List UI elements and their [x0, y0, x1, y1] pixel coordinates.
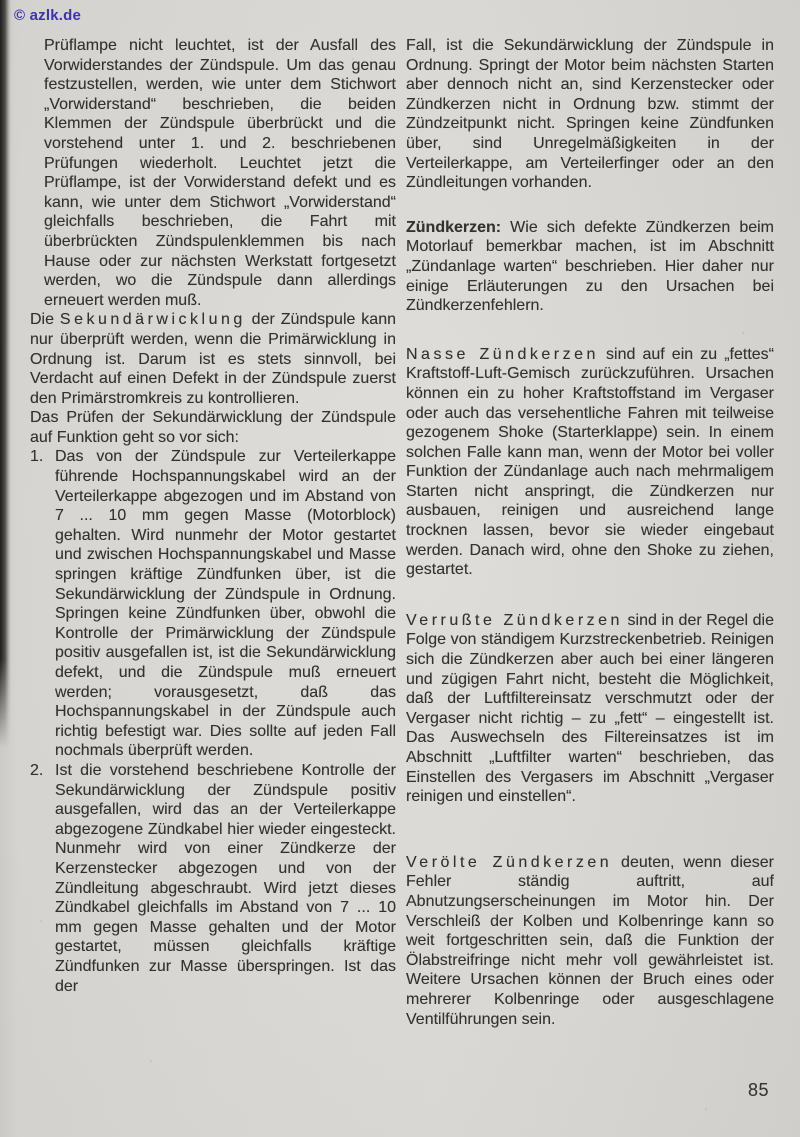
paragraph — [406, 36, 774, 193]
paragraph-text: Wie sich defekte Zündkerzen beim Motorlauf bemerkbar machen, ist im Abschnitt „Zündanlage warten“ beschrieben. Hier daher nur einige Erläuterungen zu den Ursachen bei Zündkerzenfehlern. — [406, 218, 774, 315]
item-marker: 1. — [30, 448, 44, 466]
spaced-lead: Verrußte Zündkerzen — [406, 611, 623, 629]
left-column — [30, 36, 396, 996]
paragraph — [30, 408, 396, 447]
paragraph — [406, 853, 774, 1029]
numbered-item — [30, 761, 396, 996]
spaced-lead: Verölte Zündkerzen — [406, 853, 613, 871]
paragraph-text: deuten, wenn dieser Fehler ständig auftritt, auf Abnutzungserscheinungen im Motor hin. Der Verschleiß der Kolben und Kolbenringe kann so weit fortgeschritten sein, daß die Funktion der Ölabstreifringe nicht mehr voll gewährleistet ist. Weitere Ursachen können der Bruch eines oder mehrerer Kolbenringe oder ausgeschlagene Ventilführungen sein. — [406, 853, 775, 1028]
spaced-lead: Sekundärwicklung — [59, 311, 246, 329]
numbered-item — [30, 447, 396, 761]
bold-lead: Zündkerzen: — [406, 218, 502, 236]
watermark: © azlk.de — [14, 7, 82, 24]
paragraph — [406, 218, 774, 316]
paragraph — [406, 345, 774, 580]
paragraph-text: Das von der Zündspule zur Verteilerkappe führende Hochspannungskabel wird an der Verteilerkappe abgezogen und im Abstand von 7 ... 10 mm gegen Masse (Motorblock) gehalten. Wird nunmehr der Motor gestartet und zwischen Hochspannungskabel und Masse springen kräftige Zündfunken über, ist die Sekundärwicklung der Zündspule in Ordnung. Springen keine Zündfunken über, obwohl die Kontrolle der Primärwicklung der Zündspule positiv ausgefallen ist, ist die Sekundärwicklung defekt, und die Zündspule muß erneuert werden; vorausgesetzt, daß das Hochspannungskabel in der Zündspule auch richtig befestigt war. Dies sollte auf jeden Fall nochmals überprüft werden. — [55, 448, 396, 760]
paper-speckles — [0, 0, 2, 2]
paragraph — [55, 447, 396, 761]
paragraph — [30, 36, 396, 310]
item-marker: 2. — [30, 761, 44, 779]
paragraph-text: Ist die vorstehend beschriebene Kontrolle der Sekundärwicklung der Zündspule positiv ausgefallen, wird das an der Verteilerkappe abgezogene Zündkabel hier wieder eingesteckt. Nunmehr wird von einer Zündkerze der Kerzenstecker abgezogen und von der Zündleitung abgeschraubt. Wird jetzt dieses Zündkabel gleichfalls im Abstand von 7 ... 10 mm gegen Masse gehalten und der Motor gestartet, müssen gleichfalls kräftige Zündfunken zur Masse überspringen. Ist das der — [55, 761, 396, 995]
paragraph-text: Die — [30, 311, 60, 329]
page-number: 85 — [748, 1080, 770, 1100]
paragraph-text: Prüflampe nicht leuchtet, ist der Ausfall des Vorwiderstandes der Zündspule. Um das genau festzustellen, werden, wie unter dem Stichwort „Vorwiderstand“ beschrieben, die beiden Klemmen der Zündspule überbrückt und die vorstehend unter 1. und 2. beschriebenen Prüfungen wiederholt. Leuchtet jetzt die Prüflampe, ist der Vorwiderstand defekt und es kann, wie unter dem Stichwort „Vorwiderstand“ gleichfalls beschrieben, die Fahrt mit überbrückten Zündspulenklemmen bis nach Hause oder zur nächsten Werkstatt fortgesetzt werden, wo die Zündspule dann allerdings erneuert werden muß. — [44, 37, 396, 309]
paragraph-text: Fall, ist die Sekundärwicklung der Zündspule in Ordnung. Springt der Motor beim nächsten Starten aber dennoch nicht an, sind Kerzenstecker oder Zündkerzen nicht in Ordnung bzw. stimmt der Zündzeitpunkt nicht. Springen keine Zündfunken über, sind Unregelmäßigkeiten in der Verteilerkappe, am Verteilerfinger oder an den Zündleitungen vorhanden. — [406, 37, 774, 192]
paragraph-text: Das Prüfen der Sekundärwicklung der Zündspule auf Funktion geht so vor sich: — [30, 409, 396, 446]
paragraph-text: der Zündspule kann nur überprüft werden, wenn die Primärwicklung in Ordnung ist. Darum ist es stets sinnvoll, bei Verdacht auf einen Defekt in der Zündspule zuerst den Primärstromkreis zu kontrollieren. — [30, 311, 396, 407]
paragraph — [55, 761, 396, 996]
spaced-lead: Nasse Zündkerzen — [406, 345, 599, 363]
paragraph-text: sind auf ein zu „fettes“ Kraftstoff-Luft-Gemisch zurückzuführen. Ursachen können ein zu hoher Kraftstoffstand im Vergaser oder auch das versehentliche Fahren mit teilweise gezogenem Shoke (Starterklappe) sein. In einem solchen Falle kann man, wenn der Motor bei voller Funktion der Zündanlage auch nach mehrmaligem Starten nicht anspringt, die Zündkerzen nur ausbauen, reinigen und ausreichend lange trocknen lassen, bevor sie wieder eingebaut werden. Danach wird, ohne den Shoke zu ziehen, gestartet. — [406, 345, 774, 579]
paragraph — [30, 310, 396, 408]
paragraph — [406, 611, 774, 807]
scan-edge-shadow — [0, 0, 11, 748]
paragraph-text: sind in der Regel die Folge von ständigem Kurzstreckenbetrieb. Reinigen sich die Zündkerzen aber auch bei einer längeren und zügigen Fahrt nicht, besteht die Möglichkeit, daß der Luftfiltereinsatz verschmutzt oder der Vergaser nicht richtig – zu „fett“ – eingestellt ist. Das Auswechseln des Filtereinsatzes ist im Abschnitt „Luftfilter warten“ beschrieben, das Einstellen des Vergasers im Abschnitt „Vergaser reinigen und einstellen“. — [406, 611, 775, 806]
right-column — [406, 36, 774, 1029]
